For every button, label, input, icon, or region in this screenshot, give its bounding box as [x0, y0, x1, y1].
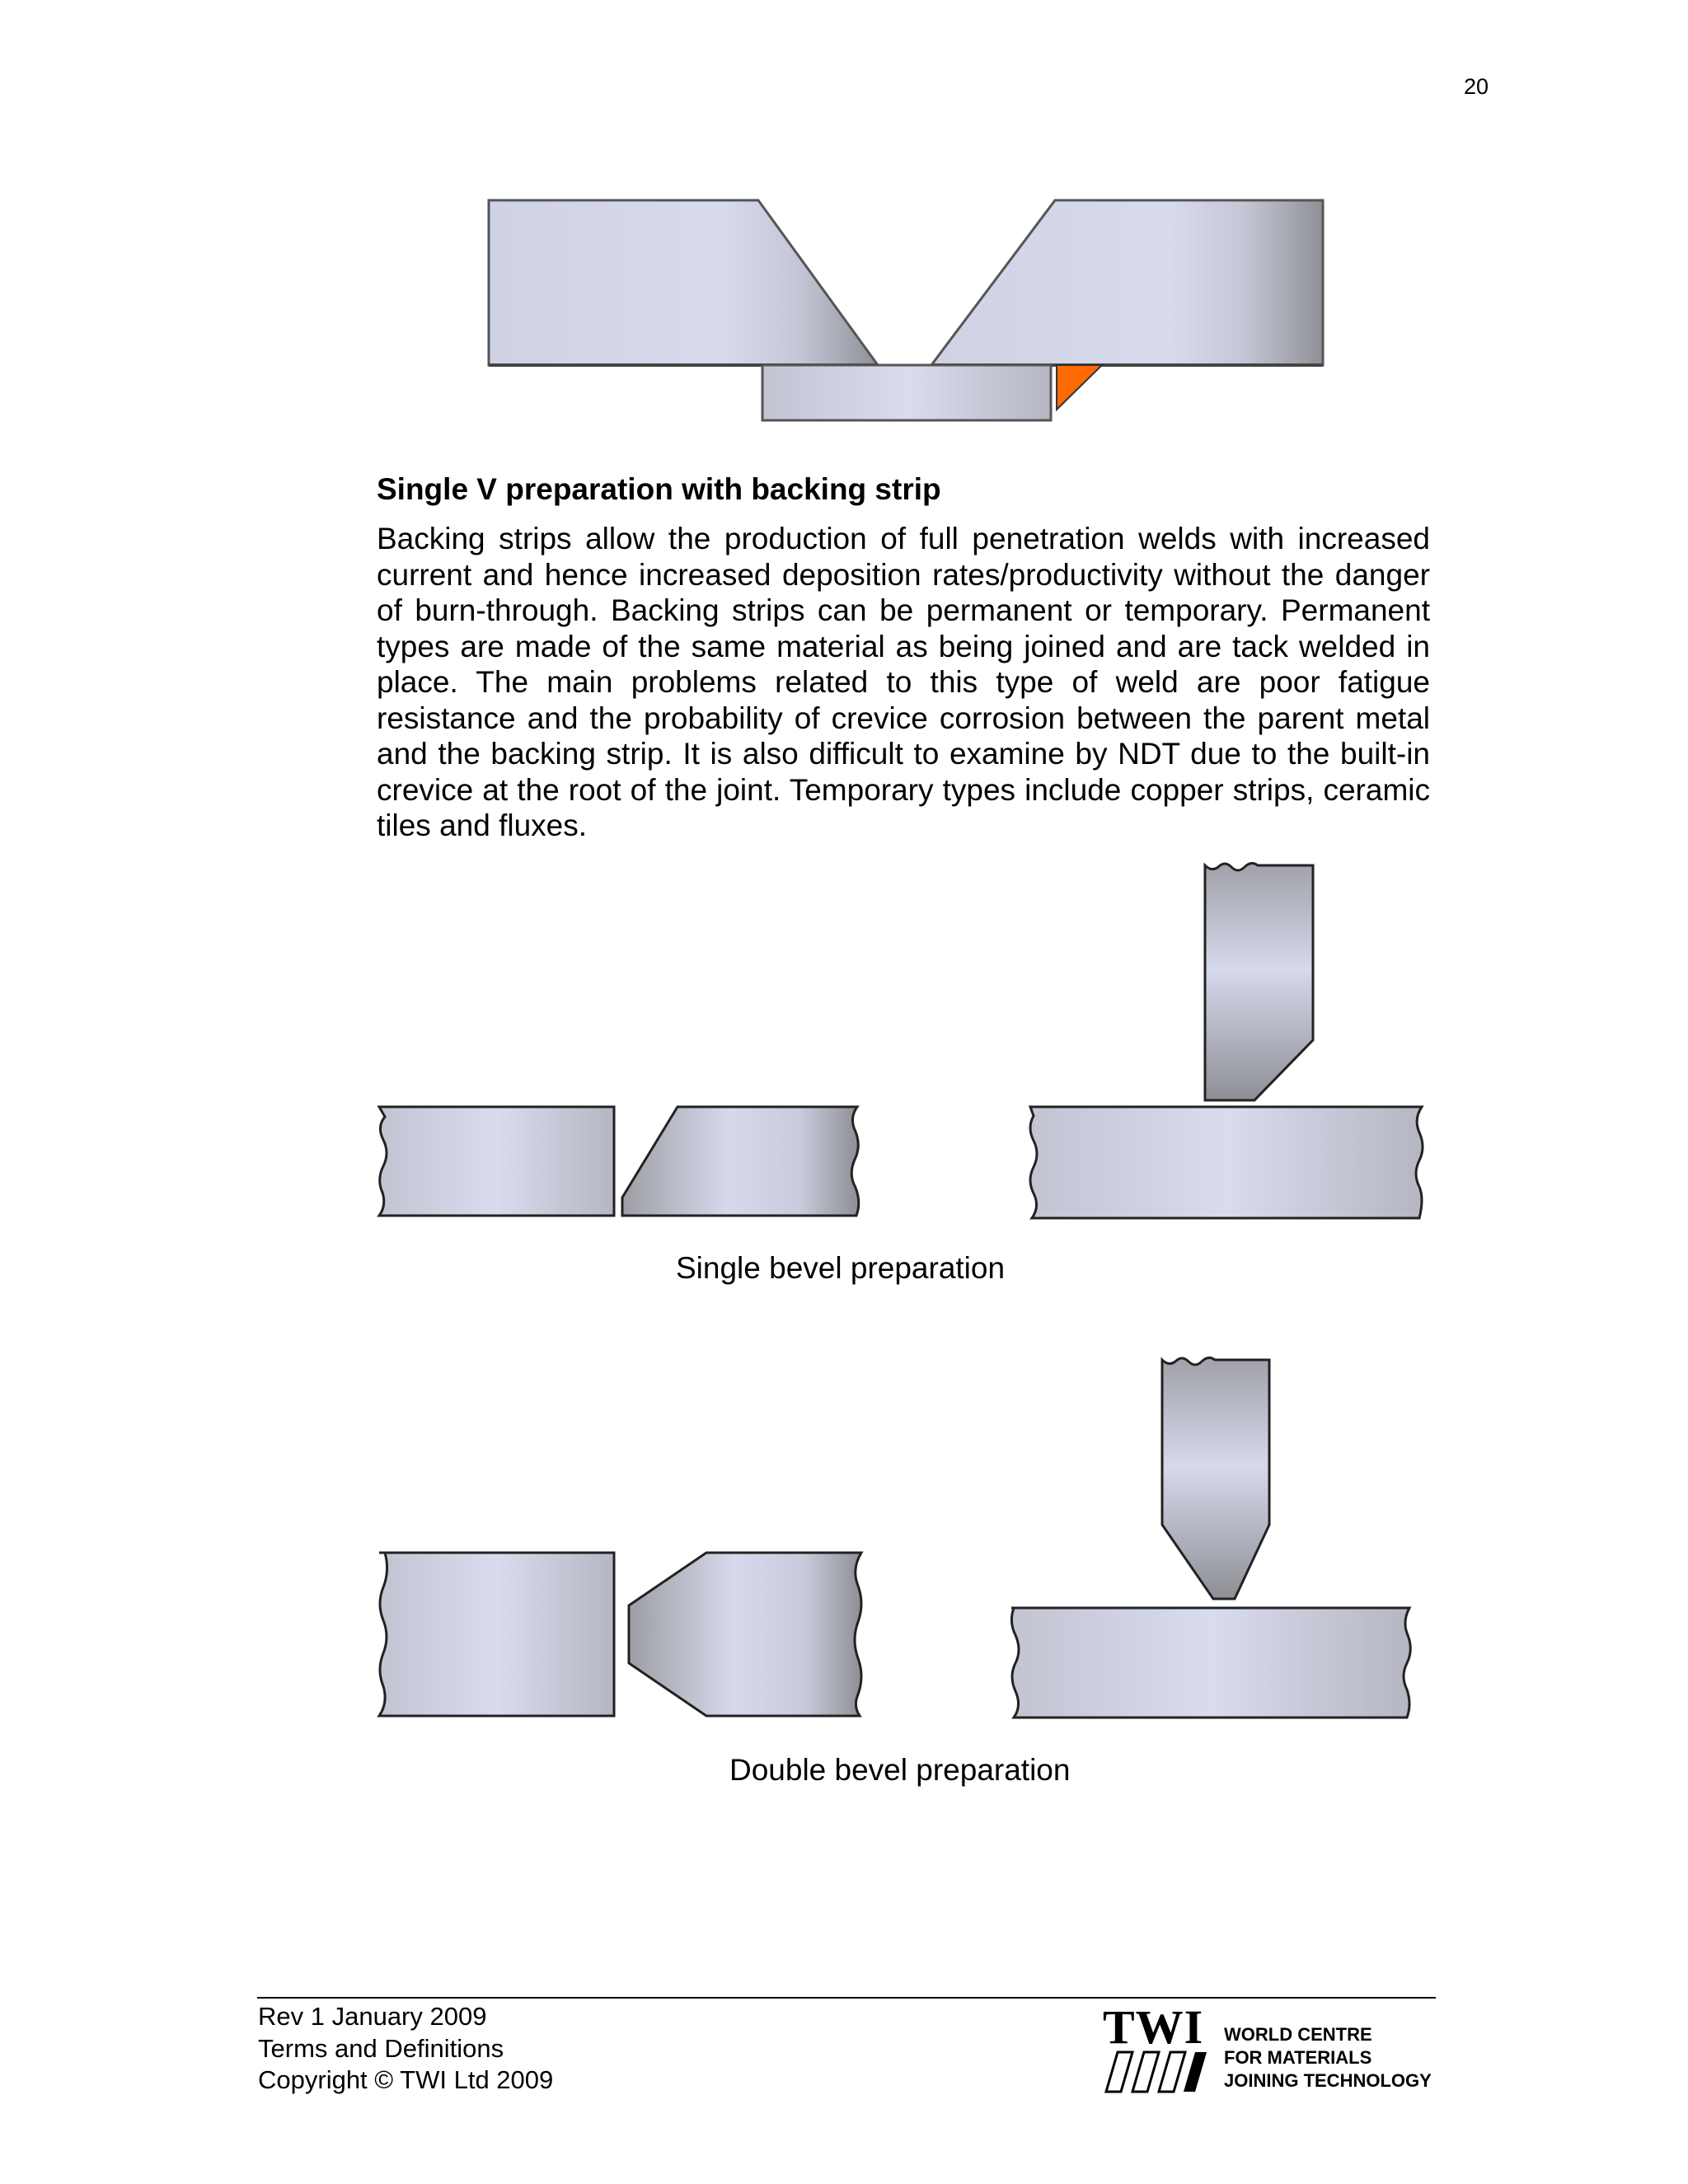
tagline-line-1: WORLD CENTRE: [1224, 2024, 1372, 2045]
tack-weld: [1057, 365, 1102, 410]
square-plate: [379, 1553, 614, 1716]
tagline-line-2: FOR MATERIALS: [1224, 2047, 1372, 2068]
right-plate: [931, 200, 1323, 365]
page-number: 20: [1464, 74, 1489, 99]
section-body: Backing strips allow the production of full penetration welds with increased current and hence increased deposition rates/productivity without the danger of burn-through. Backing strips can be permanent or temporary. Permanent types are made of the same material as being joined and are tack welded in place. The main problems related to this type of weld are poor fatigue resistance and the probability of crevice corrosion between the parent metal and the backing strip. It is also difficult to examine by NDT due to the built-in crevice at the root of the joint. Temporary types include copper strips, ceramic tiles and fluxes.: [377, 522, 1430, 842]
footer-info: [258, 2001, 553, 2097]
base-plate: [1030, 1107, 1423, 1218]
tagline-line-3: JOINING TECHNOLOGY: [1224, 2070, 1432, 2091]
section-heading: Single V preparation with backing strip: [377, 472, 941, 506]
footer-revision: Rev 1 January 2009: [258, 2002, 487, 2031]
single-bevel-caption: Single bevel preparation: [676, 1251, 1006, 1285]
backing-strip: [762, 365, 1051, 420]
twi-logo-stripes-icon: [1103, 2004, 1210, 2095]
footer-document-title: Terms and Definitions: [258, 2033, 504, 2063]
double-bevel-butt-figure: [375, 1549, 870, 1718]
single-bevel-tee-figure: [1022, 857, 1430, 1220]
base-plate: [1011, 1608, 1410, 1718]
double-bevel-tee-figure: [1001, 1352, 1418, 1722]
twi-logo: [1103, 2000, 1441, 2095]
twi-logo-tagline: [1224, 2023, 1432, 2093]
vertical-member: [1205, 863, 1313, 1100]
square-plate: [379, 1107, 614, 1216]
single-bevel-butt-figure: [375, 1100, 870, 1224]
single-v-backing-strip-figure: [482, 194, 1327, 424]
twi-logo-word: TWI: [1103, 2000, 1204, 2054]
bevelled-plate: [622, 1107, 859, 1216]
vertical-member: [1162, 1357, 1269, 1599]
double-bevelled-plate: [629, 1553, 861, 1716]
double-bevel-caption: Double bevel preparation: [729, 1753, 1071, 1787]
footer-rule: [257, 1997, 1436, 1999]
footer-copyright: Copyright © TWI Ltd 2009: [258, 2065, 554, 2094]
left-plate: [489, 200, 878, 365]
